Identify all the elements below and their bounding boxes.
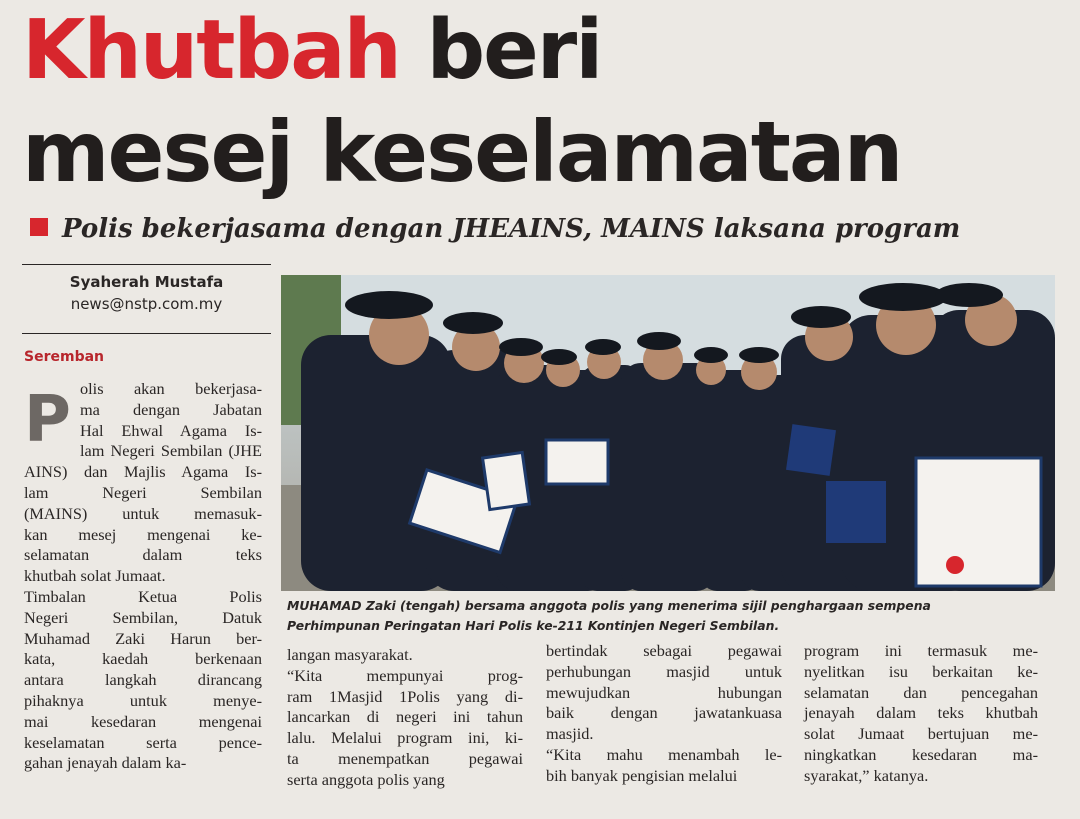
subheadline-text: Polis bekerjasama dengan JHEAINS, MAINS laksana program [62, 214, 961, 244]
byline-author: Syaherah Mustafa [69, 273, 224, 291]
body-text-line: syarakat,” katanya. [804, 765, 929, 785]
body-text-line: “Kita mempunyai prog- [287, 665, 523, 685]
body-text-line: nyelitkan isu berkaitan ke- [804, 661, 1038, 681]
headline-line-2: mesej keselamatan [22, 103, 902, 201]
byline-top-rule [22, 264, 271, 265]
body-text-line: Hal Ehwal Agama Is- [80, 420, 262, 440]
body-column-2 [287, 645, 523, 791]
body-column-4 [804, 641, 1038, 787]
body-text-line: bih banyak pengisian melalui [546, 765, 738, 785]
body-text-line: selamatan dan pencegahan [804, 682, 1038, 702]
body-text-line: bertindak sebagai pegawai [546, 641, 782, 660]
body-text-line: program ini termasuk me- [804, 641, 1038, 660]
byline-email: news@nstp.com.my [70, 295, 223, 313]
caption-line: MUHAMAD Zaki (tengah) bersama anggota polis yang menerima sijil penghargaan sempena [287, 598, 931, 613]
caption-line: Perhimpunan Peringatan Hari Polis ke-211 Kontinjen Negeri Sembilan. [287, 618, 780, 633]
body-column-1 [24, 379, 262, 774]
body-text-line: (MAINS) untuk memasuk- [24, 503, 262, 523]
body-text-line: antara langkah dirancang [24, 670, 262, 690]
body-text-line: mewujudkan hubungan [546, 682, 782, 702]
body-text-line: jenayah dalam teks khutbah [804, 703, 1038, 723]
body-text-line: ningkatkan kesedaran ma- [804, 744, 1038, 764]
body-text-line: ma dengan Jabatan [80, 399, 262, 419]
body-text-line: selamatan dalam teks [24, 545, 262, 565]
body-text-line: Timbalan Ketua Polis [24, 586, 262, 606]
body-text-line: Muhamad Zaki Harun ber- [24, 628, 262, 648]
body-text-line: lancarkan di negeri ini tahun [287, 707, 523, 727]
body-text-line: keselamatan serta pence- [24, 732, 262, 752]
body-text-line: lam Negeri Sembilan (JHE [80, 441, 262, 461]
news-photo [281, 275, 1055, 591]
body-text-line: kata, kaedah berkenaan [24, 649, 262, 669]
red-square-bullet-icon [30, 218, 48, 236]
photo-caption [287, 596, 1047, 636]
body-column-3 [546, 641, 782, 787]
body-text-line: langan masyarakat. [287, 645, 413, 664]
body-text-line: serta anggota polis yang [287, 769, 445, 789]
body-text-line: ta menempatkan pegawai [287, 748, 523, 768]
drop-cap: P [24, 383, 71, 457]
body-text-line: khutbah solat Jumaat. [24, 566, 166, 586]
body-text-line: lam Negeri Sembilan [24, 482, 262, 502]
byline-bottom-rule [22, 333, 271, 334]
body-text-line: pihaknya untuk menye- [24, 690, 262, 710]
police-officers-photo-illustration [281, 275, 1055, 591]
body-text-line: AINS) dan Majlis Agama Is- [24, 462, 262, 482]
dateline: Seremban [24, 349, 105, 365]
body-text-line: kan mesej mengenai ke- [24, 524, 262, 544]
body-text-line: mai kesedaran mengenai [24, 711, 262, 731]
body-text-line: masjid. [546, 724, 594, 744]
headline-red-word: Khutbah [22, 3, 400, 98]
subheadline [30, 214, 960, 244]
body-text-line: ram 1Masjid 1Polis yang di- [287, 686, 523, 706]
body-text-line: “Kita mahu menambah le- [546, 744, 782, 764]
body-text-line: perhubungan masjid untuk [546, 661, 782, 681]
body-text-line: gahan jenayah dalam ka- [24, 753, 187, 773]
headline-dark-word: beri [426, 3, 602, 98]
body-text-line: lalu. Melalui program ini, ki- [287, 728, 523, 748]
headline-line-1 [22, 3, 602, 98]
body-text-line: baik dengan jawatankuasa [546, 703, 782, 723]
body-text-line: olis akan bekerjasa- [80, 379, 262, 398]
body-text-line: solat Jumaat bertujuan me- [804, 724, 1038, 744]
body-text-line: Negeri Sembilan, Datuk [24, 607, 262, 627]
